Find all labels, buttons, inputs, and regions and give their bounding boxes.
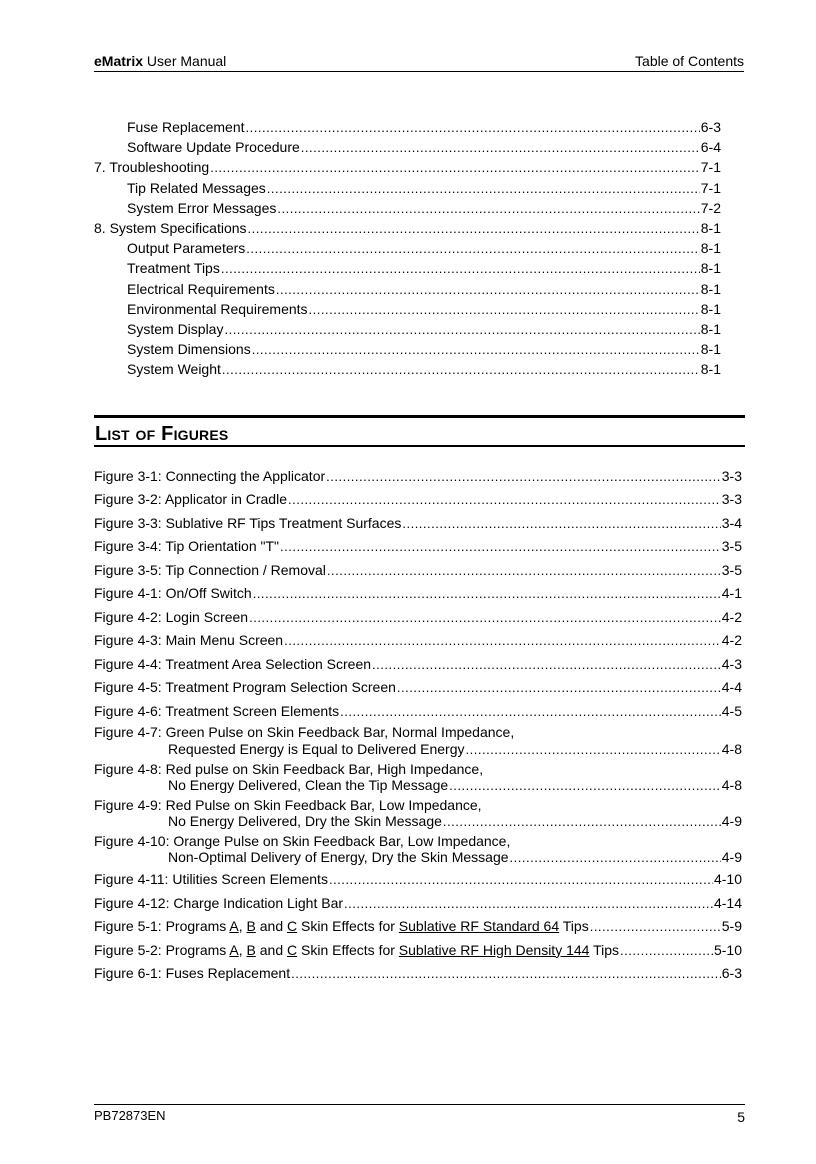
figure-title: Figure 4-3: Main Menu Screen: [94, 632, 284, 649]
list-of-figures: [94, 466, 742, 987]
toc-entry-page: 8-1: [700, 240, 721, 257]
toc-section-entry[interactable]: [94, 359, 721, 379]
toc-section-entry[interactable]: [94, 339, 721, 359]
toc-section-entry[interactable]: [94, 319, 721, 339]
figure-entry[interactable]: [94, 654, 742, 674]
figure-page: 5-10: [713, 941, 742, 958]
figure-title: Figure 4-9: Red Pulse on Skin Feedback Bar, Low Impedance,: [94, 796, 482, 813]
figure-entry[interactable]: [94, 893, 742, 913]
figure-title-suffix: Tips: [589, 941, 620, 958]
separator: ,: [238, 941, 247, 958]
toc-entry-title: Software Update Procedure: [127, 139, 300, 156]
dot-leader: [252, 340, 700, 360]
figure-page: 4-10: [713, 871, 742, 888]
program-a-label: A: [229, 918, 239, 935]
dot-leader: [276, 280, 700, 300]
toc-section-entry[interactable]: [94, 137, 721, 157]
toc-section-entry[interactable]: [94, 238, 721, 258]
dot-leader: [327, 561, 721, 581]
toc-entry-page: 7-1: [700, 159, 721, 176]
figure-title: Figure 4-5: Treatment Program Selection Screen: [94, 679, 396, 696]
list-of-figures-heading: [94, 415, 745, 447]
dot-leader: [267, 179, 700, 199]
figure-page: 4-9: [721, 849, 742, 866]
dot-leader: [222, 360, 700, 380]
figure-title: Figure 3-5: Tip Connection / Removal: [94, 561, 326, 578]
toc-entry-page: 8-1: [700, 260, 721, 277]
figure-title: Figure 4-7: Green Pulse on Skin Feedback Bar, Normal Impedance,: [94, 724, 515, 741]
dot-leader: [372, 655, 721, 675]
figure-title-mid: Skin Effects for: [297, 941, 399, 958]
figure-title: [94, 940, 619, 960]
dot-leader: [277, 199, 699, 219]
toc-entry-page: 6-3: [700, 119, 721, 135]
dot-leader: [280, 537, 721, 557]
figure-entry[interactable]: [94, 833, 742, 866]
figure-entry[interactable]: [94, 724, 742, 757]
figure-entry[interactable]: [94, 963, 742, 983]
figure-entry[interactable]: [94, 607, 742, 627]
figure-title: Figure 3-1: Connecting the Applicator: [94, 468, 326, 484]
toc-section-entry[interactable]: [94, 279, 721, 299]
dot-leader: [340, 702, 721, 722]
figure-page: 4-5: [721, 702, 742, 719]
figure-title-prefix: Figure 5-2: Programs: [94, 941, 230, 958]
dot-leader: [590, 917, 721, 937]
toc-entry-page: 7-1: [700, 179, 721, 196]
dot-leader: [210, 158, 700, 178]
figure-page: 4-2: [721, 608, 742, 625]
figure-entry[interactable]: [94, 560, 742, 580]
figure-title-prefix: Figure 5-1: Programs: [94, 918, 230, 935]
figure-title: Figure 4-1: On/Off Switch: [94, 585, 252, 602]
toc-section-entry[interactable]: [94, 258, 721, 278]
toc-entry-title: Tip Related Messages: [127, 179, 266, 196]
toc-entry-page: 7-2: [700, 199, 721, 216]
dot-leader: [249, 608, 721, 628]
figure-title-continued: No Energy Delivered, Clean the Tip Message: [168, 777, 449, 794]
toc-section-entry[interactable]: [94, 178, 721, 198]
document-id: PB72873EN: [94, 1108, 166, 1123]
table-of-contents: [94, 117, 721, 379]
figure-page: 5-9: [721, 918, 742, 935]
toc-entry-title: Environmental Requirements: [127, 300, 308, 317]
program-b-label: B: [246, 918, 256, 935]
dot-leader: [224, 320, 699, 340]
toc-entry-page: 8-1: [700, 300, 721, 317]
figure-title-suffix: Tips: [559, 918, 589, 935]
separator: ,: [238, 918, 247, 935]
dot-leader: [246, 118, 700, 138]
figure-title: [94, 916, 589, 936]
toc-entry-title: Electrical Requirements: [127, 280, 275, 297]
dot-leader: [284, 631, 721, 651]
figure-title: Figure 4-6: Treatment Screen Elements: [94, 702, 340, 719]
toc-entry-page: 6-4: [700, 139, 721, 156]
figure-title-continued: Non-Optimal Delivery of Energy, Dry the Skin Message: [168, 849, 509, 866]
toc-section-entry[interactable]: [94, 198, 721, 218]
toc-entry-title: 7. Troubleshooting: [94, 159, 210, 176]
figure-entry[interactable]: [94, 701, 742, 721]
dot-leader: [248, 219, 700, 239]
figure-entry[interactable]: [94, 761, 742, 794]
program-b-label: B: [246, 941, 256, 958]
dot-leader: [291, 964, 721, 984]
toc-chapter-entry[interactable]: [94, 218, 721, 238]
figure-title: Figure 6-1: Fuses Replacement: [94, 965, 291, 982]
figure-title: Figure 4-8: Red pulse on Skin Feedback Bar, High Impedance,: [94, 760, 484, 777]
toc-entry-page: 8-1: [700, 219, 721, 236]
figure-entry[interactable]: [94, 466, 742, 486]
figure-page: 4-2: [721, 632, 742, 649]
toc-entry-title: Fuse Replacement: [127, 119, 245, 135]
toc-entry-title: System Dimensions: [127, 341, 251, 358]
figure-page: 3-5: [721, 538, 742, 555]
figure-page: 3-4: [721, 514, 742, 531]
section-title: Table of Contents: [635, 53, 744, 69]
figure-title-mid: Skin Effects for: [297, 918, 399, 935]
figure-title: Figure 3-2: Applicator in Cradle: [94, 491, 287, 508]
program-a-label: A: [229, 941, 239, 958]
dot-leader: [397, 678, 721, 698]
toc-entry-page: 8-1: [700, 341, 721, 358]
toc-entry-title: Output Parameters: [127, 240, 246, 257]
figure-title: Figure 3-4: Tip Orientation "T": [94, 538, 280, 555]
figure-page: 3-3: [721, 491, 742, 508]
manual-title-bold: eMatrix: [94, 53, 144, 69]
dot-leader: [510, 850, 721, 866]
toc-entry-title: System Error Messages: [127, 199, 277, 216]
figure-title: Figure 4-10: Orange Pulse on Skin Feedback Bar, Low Impedance,: [94, 832, 511, 849]
figure-title-continued: Requested Energy is Equal to Delivered Energy: [168, 740, 465, 757]
page-header: [94, 52, 744, 72]
toc-section-entry[interactable]: [94, 299, 721, 319]
figure-entry[interactable]: [94, 916, 742, 936]
figure-title: Figure 4-11: Utilities Screen Elements: [94, 871, 328, 888]
toc-entry-title: 8. System Specifications: [94, 219, 247, 236]
dot-leader: [466, 742, 721, 758]
program-c-label: C: [287, 918, 298, 935]
dot-leader: [449, 778, 721, 794]
figure-entry[interactable]: [94, 677, 742, 697]
figure-page: 4-1: [721, 585, 742, 602]
figure-entry[interactable]: [94, 797, 742, 830]
figure-page: 4-9: [721, 813, 742, 830]
dot-leader: [246, 239, 699, 259]
figure-page: 4-3: [721, 655, 742, 672]
figure-page: 3-3: [721, 468, 742, 484]
dot-leader: [620, 941, 713, 961]
program-c-label: C: [287, 941, 298, 958]
figure-entry[interactable]: [94, 869, 742, 889]
dot-leader: [221, 259, 700, 279]
toc-entry-page: 8-1: [700, 320, 721, 337]
toc-entry-page: 8-1: [700, 280, 721, 297]
figure-page: 6-3: [721, 965, 742, 982]
figure-title: Figure 3-3: Sublative RF Tips Treatment Surfaces: [94, 514, 402, 531]
figure-page: 4-4: [721, 679, 742, 696]
tip-name: Sublative RF High Density 144: [398, 941, 590, 958]
dot-leader: [288, 490, 721, 510]
conjunction: and: [255, 941, 287, 958]
page-number: 5: [737, 1109, 745, 1125]
dot-leader: [309, 300, 700, 320]
figure-title: Figure 4-2: Login Screen: [94, 608, 249, 625]
toc-chapter-entry[interactable]: [94, 157, 721, 177]
list-of-figures-title: List of Figures: [95, 423, 229, 445]
figure-page: 4-8: [721, 740, 742, 757]
figure-entry[interactable]: [94, 513, 742, 533]
tip-name: Sublative RF Standard 64: [398, 918, 560, 935]
figure-entry[interactable]: [94, 536, 742, 556]
figure-title: Figure 4-12: Charge Indication Light Bar: [94, 894, 344, 911]
figure-page: 3-5: [721, 561, 742, 578]
figure-entry[interactable]: [94, 630, 742, 650]
figure-title-continued: No Energy Delivered, Dry the Skin Message: [168, 813, 442, 830]
dot-leader: [301, 138, 700, 158]
dot-leader: [344, 894, 713, 914]
manual-title: [94, 53, 226, 69]
figure-title: Figure 4-4: Treatment Area Selection Screen: [94, 655, 372, 672]
manual-title-rest: User Manual: [143, 53, 227, 69]
toc-entry-title: System Weight: [127, 361, 221, 378]
figure-entry[interactable]: [94, 940, 742, 960]
page-footer: [94, 1104, 745, 1127]
figure-entry[interactable]: [94, 583, 742, 603]
dot-leader: [329, 870, 713, 890]
conjunction: and: [255, 918, 287, 935]
toc-entry-title: System Display: [127, 320, 224, 337]
figure-page: 4-14: [713, 894, 742, 911]
dot-leader: [253, 584, 721, 604]
dot-leader: [326, 467, 721, 487]
figure-entry[interactable]: [94, 489, 742, 509]
dot-leader: [443, 814, 721, 830]
dot-leader: [402, 514, 720, 534]
toc-entry-title: Treatment Tips: [127, 260, 220, 277]
figure-page: 4-8: [721, 777, 742, 794]
toc-entry-page: 8-1: [700, 361, 721, 378]
toc-section-entry[interactable]: [94, 117, 721, 137]
